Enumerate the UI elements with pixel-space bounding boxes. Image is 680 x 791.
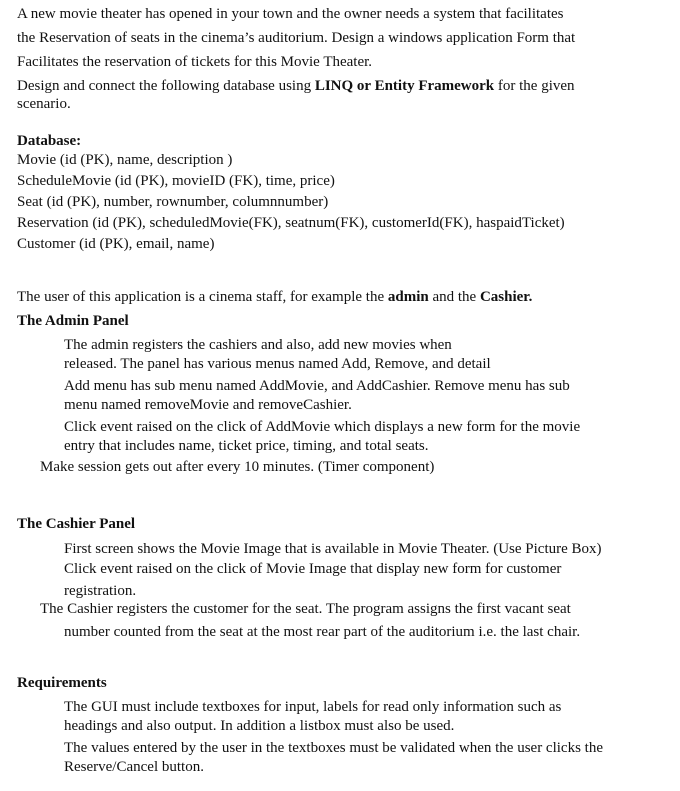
admin-line-6: entry that includes name, ticket price, timing, and total seats. [64, 438, 429, 454]
database-table-reservation: Reservation (id (PK), scheduledMovie(FK), seatnum(FK), customerId(FK), haspaidTicket) [17, 215, 565, 231]
requirements-line-1: The GUI must include textboxes for input, labels for read only information such as [64, 699, 562, 715]
admin-line-1: The admin registers the cashiers and also, add new movies when [64, 337, 452, 353]
users-text: The user of this application is a cinema staff, for example the [17, 289, 388, 305]
cashier-line-4: The Cashier registers the customer for the seat. The program assigns the first vacant seat [40, 601, 571, 617]
intro-line-4 [17, 77, 575, 95]
requirements-line-3: The values entered by the user in the textboxes must be validated when the user clicks the [64, 740, 603, 756]
cashier-line-2: Click event raised on the click of Movie Image that display new form for customer [64, 561, 562, 577]
intro-line-3: Facilitates the reservation of tickets for this Movie Theater. [17, 54, 373, 70]
requirements-heading: Requirements [17, 675, 107, 691]
intro-line-5: scenario. [17, 96, 71, 112]
requirements-line-2: headings and also output. In addition a listbox must also be used. [64, 718, 455, 734]
database-heading: Database: [17, 133, 82, 149]
database-table-seat: Seat (id (PK), number, rownumber, columnnumber) [17, 194, 329, 210]
intro-line-4-bold: LINQ or Entity Framework [314, 78, 495, 94]
database-table-schedulemovie: ScheduleMovie (id (PK), movieID (FK), time, price) [17, 173, 335, 189]
intro-line-4-end: for the given [494, 78, 575, 94]
intro-line-2: the Reservation of seats in the cinema’s auditorium. Design a windows application Form that [17, 30, 576, 46]
users-admin: admin [387, 289, 429, 305]
users-and: and the [428, 289, 480, 305]
cashier-panel-heading: The Cashier Panel [17, 516, 136, 532]
users-line [17, 288, 532, 306]
cashier-line-5: number counted from the seat at the most rear part of the auditorium i.e. the last chair. [64, 624, 581, 640]
admin-line-7: Make session gets out after every 10 minutes. (Timer component) [40, 459, 435, 475]
intro-line-1: A new movie theater has opened in your town and the owner needs a system that facilitates [17, 6, 564, 22]
admin-panel-heading: The Admin Panel [17, 313, 129, 329]
intro-line-4-text: Design and connect the following database using [17, 78, 315, 94]
users-cashier: Cashier. [479, 289, 533, 305]
database-table-movie: Movie (id (PK), name, description ) [17, 152, 233, 168]
admin-line-4: menu named removeMovie and removeCashier. [64, 397, 352, 413]
admin-line-2: released. The panel has various menus named Add, Remove, and detail [64, 356, 491, 372]
cashier-line-3: registration. [64, 583, 137, 599]
admin-line-3: Add menu has sub menu named AddMovie, and AddCashier. Remove menu has sub [64, 378, 570, 394]
cashier-line-1: First screen shows the Movie Image that is available in Movie Theater. (Use Picture Box) [64, 541, 602, 557]
database-table-customer: Customer (id (PK), email, name) [17, 236, 215, 252]
requirements-line-4: Reserve/Cancel button. [64, 759, 204, 775]
admin-line-5: Click event raised on the click of AddMovie which displays a new form for the movie [64, 419, 581, 435]
